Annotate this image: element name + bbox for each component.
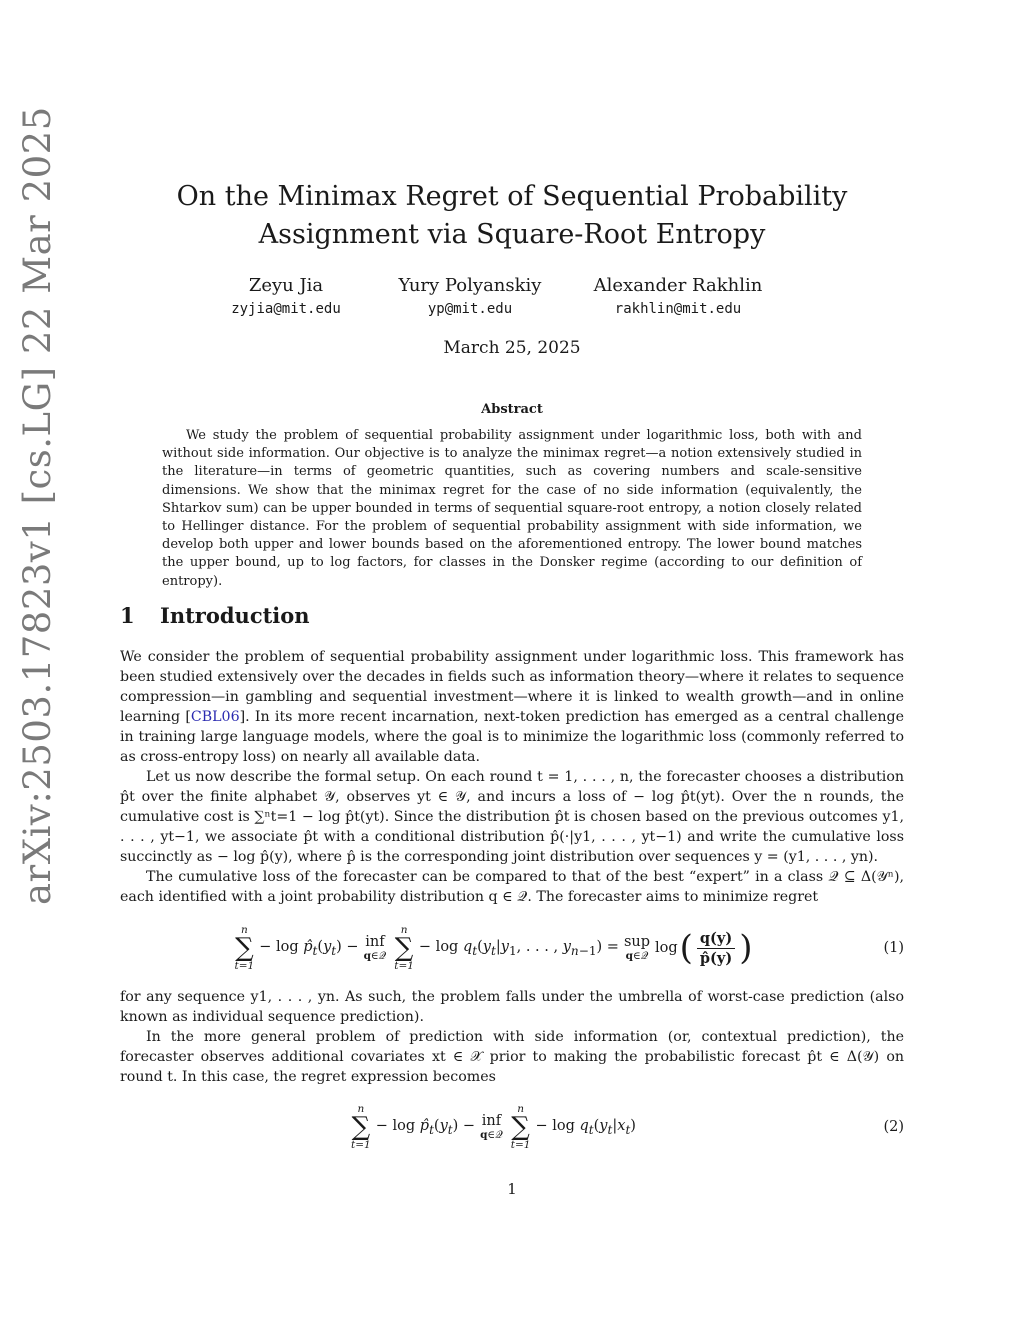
equation-1 (120, 920, 904, 976)
publication-date: March 25, 2025 (443, 338, 581, 358)
equation-1-number: (1) (883, 940, 904, 956)
intro-paragraph-4: for any sequence y1, . . . , yn. As such, the problem falls under the umbrella of worst-case prediction (also known as individual sequence prediction). (120, 989, 904, 1025)
author-name: Yury Polyanskiy (398, 275, 542, 296)
page-number: 1 (507, 1180, 517, 1198)
author-block (558, 274, 798, 320)
intro-paragraph-2: Let us now describe the formal setup. On each round t = 1, . . . , n, the forecaster chooses a distribution p̂t over the finite alphabet 𝒴, observes yt ∈ 𝒴, and incurs a loss of − log p̂t(yt). Over the n rounds, the cumulative cost is ∑ⁿt=1 − log p̂t(yt). Since the distribution p̂t is chosen based on the previous outcomes y1, . . . , yt−1, we associate p̂t with a conditional distribution p̂(·|y1, . . . , yt−1) and write the cumulative loss succinctly as − log p̂(y), where p̂ is the corresponding joint distribution over sequences y = (y1, . . . , yn). (120, 769, 904, 865)
intro-paragraph-1: We consider the problem of sequential probability assignment under logarithmic loss. This framework has been studied extensively over the decades in fields such as information theory—where it relates to sequence compression—in gambling and sequential investment—where it is linked to wealth growth—and in online learning [CBL06]. In its more recent incarnation, next-token prediction has emerged as a central challenge in training large language models, where the goal is to minimize the logarithmic loss (commonly referred to as cross-entropy loss) on nearly all available data. (120, 649, 904, 765)
intro-paragraph-5: In the more general problem of prediction with side information (or, contextual prediction), the forecaster observes additional covariates xt ∈ 𝒳 prior to making the probabilistic forecast p̂t ∈ Δ(𝒴) on round t. In this case, the regret expression becomes (120, 1029, 904, 1085)
paper-title: On the Minimax Regret of Sequential Probability Assignment via Square-Root Entropy (176, 181, 848, 250)
arxiv-identifier: arXiv:2503.17823v1 [cs.LG] 22 Mar 2025 (16, 106, 59, 905)
abstract-heading: Abstract (481, 402, 543, 417)
equation-2-body: n ∑ t=1 − $\log p̂_t(y_t)$ − inf q∈𝒬 n ∑ t=1 − $\log q_t(y_t|x_t)$ (351, 1102, 636, 1151)
equation-1-body: n ∑ t=1 − $\log p̂_t(y_t)$ − inf q∈𝒬 n ∑ t=1 − $\log q_t(y_t|y_1$, . . . , $y_{n-1}$) = sup q∈𝒬 log ( $\frac{q(y)}{p̂(y)}$ ) (234, 923, 753, 972)
intro-paragraph-3: The cumulative loss of the forecaster can be compared to that of the best “expert” in a class 𝒬 ⊆ Δ(𝒴ⁿ), each identified with a joint probability distribution q ∈ 𝒬. The forecaster aims to minimize regret (120, 869, 904, 905)
section-number: 1 (120, 603, 135, 628)
abstract-text: We study the problem of sequential probability assignment under logarithmic loss, both with and without side information. Our objective is to analyze the minimax regret—a notion extensively studied in the literature—in terms of geometric quantities, such as covering numbers and scale-sensitive dimensions. We show that the minimax regret for the case of no side information (equivalently, the Shtarkov sum) can be upper bounded in terms of sequential square-root entropy, a notion closely related to Hellinger distance. For the problem of sequential probability assignment with side information, we develop both upper and lower bounds based on the aforementioned entropy. The lower bound matches the upper bound, up to log factors, for classes in the Donsker regime (according to our definition of entropy). (162, 428, 862, 589)
author-block (350, 274, 590, 320)
author-email: zyjia@mit.edu (231, 301, 341, 317)
author-list (0, 274, 1024, 324)
author-email: rakhlin@mit.edu (614, 301, 742, 317)
equation-2 (120, 1100, 904, 1154)
section-title: Introduction (160, 603, 310, 628)
author-name: Zeyu Jia (248, 275, 324, 296)
citation-link[interactable]: CBL06 (190, 709, 240, 725)
equation-2-number: (2) (883, 1119, 904, 1135)
section-heading (120, 603, 310, 628)
author-email: yp@mit.edu (427, 301, 513, 317)
author-name: Alexander Rakhlin (593, 275, 763, 296)
